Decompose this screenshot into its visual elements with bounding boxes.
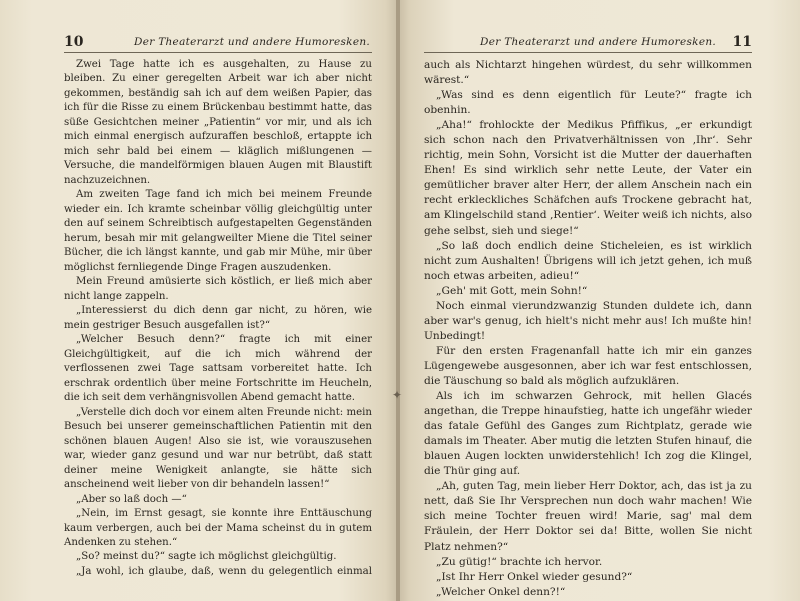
paragraph: „Geh' mit Gott, mein Sohn!“ xyxy=(436,284,588,297)
left-page xyxy=(0,0,398,601)
page-number: 11 xyxy=(732,34,752,50)
paragraph: „So laß doch endlich deine Sticheleien, es ist wirklich nicht zum Aushalten! Übrigens will ich jetzt gehen, ich muß noch etwas arbeiten, adieu!“ xyxy=(424,239,752,282)
paragraph: auch als Nichtarzt hingehen würdest, du sehr willkommen wärest.“ xyxy=(424,59,752,87)
paragraph: „Verstelle dich doch vor einem alten Freunde nicht: mein Besuch bei unserer gemeinschaftlichen Patientin mit den schönen blauen Augen! Also sie ist, wie vorauszusehen war, wieder ganz gesund und war nur betrübt, daß statt deiner meine Wenigkeit anlangte, sie hätte sich anscheinend weit lieber von dir behandeln lassen!“ xyxy=(64,406,372,491)
left-page-header xyxy=(64,34,372,53)
paragraph: Noch einmal vierundzwanzig Stunden duldete ich, dann aber war's genug, ich hielt's nicht mehr aus! Ich mußte hin! Unbedingt! xyxy=(424,299,752,342)
paragraph: „Was sind es denn eigentlich für Leute?“ fragte ich obenhin. xyxy=(424,89,752,117)
book-gutter xyxy=(396,0,400,601)
paragraph: „Welcher Onkel denn?!“ xyxy=(436,585,566,598)
paragraph: Für den ersten Fragenanfall hatte ich mir ein ganzes Lügengewebe ausgesonnen, aber ich war fest entschlossen, die Täuschung so bald als möglich aufzuklären. xyxy=(424,344,752,387)
paragraph: Als ich im schwarzen Gehrock, mit hellen Glacés angethan, die Treppe hinaufstieg, hatte ich ungefähr wieder das fatale Gefühl des Ganges zum Richtplatz, gerade wie damals im Theater. Aber mutig die letzten Stufen hinauf, die blauen Augen lockten unwiderstehlich! Ich zog die Klingel, die Thür ging auf. xyxy=(424,390,752,478)
paragraph: „Nein, im Ernst gesagt, sie konnte ihre Enttäuschung kaum verbergen, auch bei der Mama scheinst du in gutem Andenken zu stehen.“ xyxy=(64,508,372,548)
paragraph: Am zweiten Tage fand ich mich bei meinem Freunde wieder ein. Ich kramte scheinbar völlig gleichgültig unter den auf seinem Schreibtisch aufgestapelten Gegenständen herum, besah mir mit gelangweilter Miene die Titel seiner Bücher, die ich längst kannte, und gab mir Mühe, mir über möglichst fernliegende Dinge Fragen auszudenken. xyxy=(64,189,372,273)
left-page-body xyxy=(64,58,372,579)
right-page xyxy=(398,0,800,601)
paragraph: „Aber so laß doch —“ xyxy=(76,493,187,505)
page-number: 10 xyxy=(64,34,84,50)
paragraph: „So? meinst du?“ sagte ich möglichst gleichgültig. xyxy=(76,551,337,563)
running-head: Der Theaterarzt und andere Humoresken. xyxy=(480,36,717,48)
paragraph: Zwei Tage hatte ich es ausgehalten, zu Hause zu bleiben. Zu einer geregelten Arbeit war ich aber nicht gekommen, beständig sah ich auf dem weißen Papier, das ich für die Risse zu einem Brückenbau bestimmt hatte, das süße Gesichtchen meiner „Patientin“ vor mir, und als ich mich einmal energisch aufzuraffen beschloß, ertappte ich mich sehr bald bei einem — kläglich mißlungenen — Versuche, die mandelförmigen blauen Augen mit Blaustift nachzuzeichnen. xyxy=(64,59,372,186)
paragraph: „Aha!“ frohlockte der Medikus Pfiffikus, „er erkundigt sich schon nach den Privatverhältnissen von ‚Ihr‘. Sehr richtig, mein Sohn, Vorsicht ist die Mutter der dauerhaften Ehen! Es sind wirklich sehr nette Leute, der Vater ein gemütlicher braver alter Herr, der allem Anschein nach ein recht erkleckliches Schäfchen aufs Trockene gebracht hat, am Klingelschild stand ‚Rentier‘. Weiter weiß ich nichts, also gehe selbst, sieh und siege!“ xyxy=(424,119,752,237)
paragraph: „Ja wohl, ich glaube, daß, wenn du gelegentlich einmal xyxy=(76,565,372,577)
paragraph: „Zu gütig!“ brachte ich hervor. xyxy=(436,555,603,568)
paragraph: „Welcher Besuch denn?“ fragte ich mit einer Gleichgültigkeit, auf die ich mich während der verflossenen zwei Tage sattsam vorbereitet hatte. Ich erschrak ordentlich über meine Fortschritte im Heucheln, die ich seit dem verhängnisvollen Abend gemacht hatte. xyxy=(64,334,372,404)
running-head: Der Theaterarzt und andere Humoresken. xyxy=(134,36,371,48)
right-page-body xyxy=(424,58,752,600)
right-page-header xyxy=(424,34,752,53)
paragraph: „Ist Ihr Herr Onkel wieder gesund?“ xyxy=(436,570,633,583)
gutter-stitch-mark: ✦ xyxy=(391,388,403,402)
paragraph: „Ah, guten Tag, mein lieber Herr Doktor, ach, das ist ja zu nett, daß Sie Ihr Versprechen nun doch wahr machen! Wie sich meine Tochter freuen wird! Marie, sag' mal dem Fräulein, der Herr Doktor sei da! Bitte, wollen Sie nicht Platz nehmen?“ xyxy=(424,480,752,553)
paragraph: „Interessierst du dich denn gar nicht, zu hören, wie mein gestriger Besuch ausgefallen ist?“ xyxy=(64,305,372,331)
paragraph: Mein Freund amüsierte sich köstlich, er ließ mich aber nicht lange zappeln. xyxy=(64,276,372,302)
